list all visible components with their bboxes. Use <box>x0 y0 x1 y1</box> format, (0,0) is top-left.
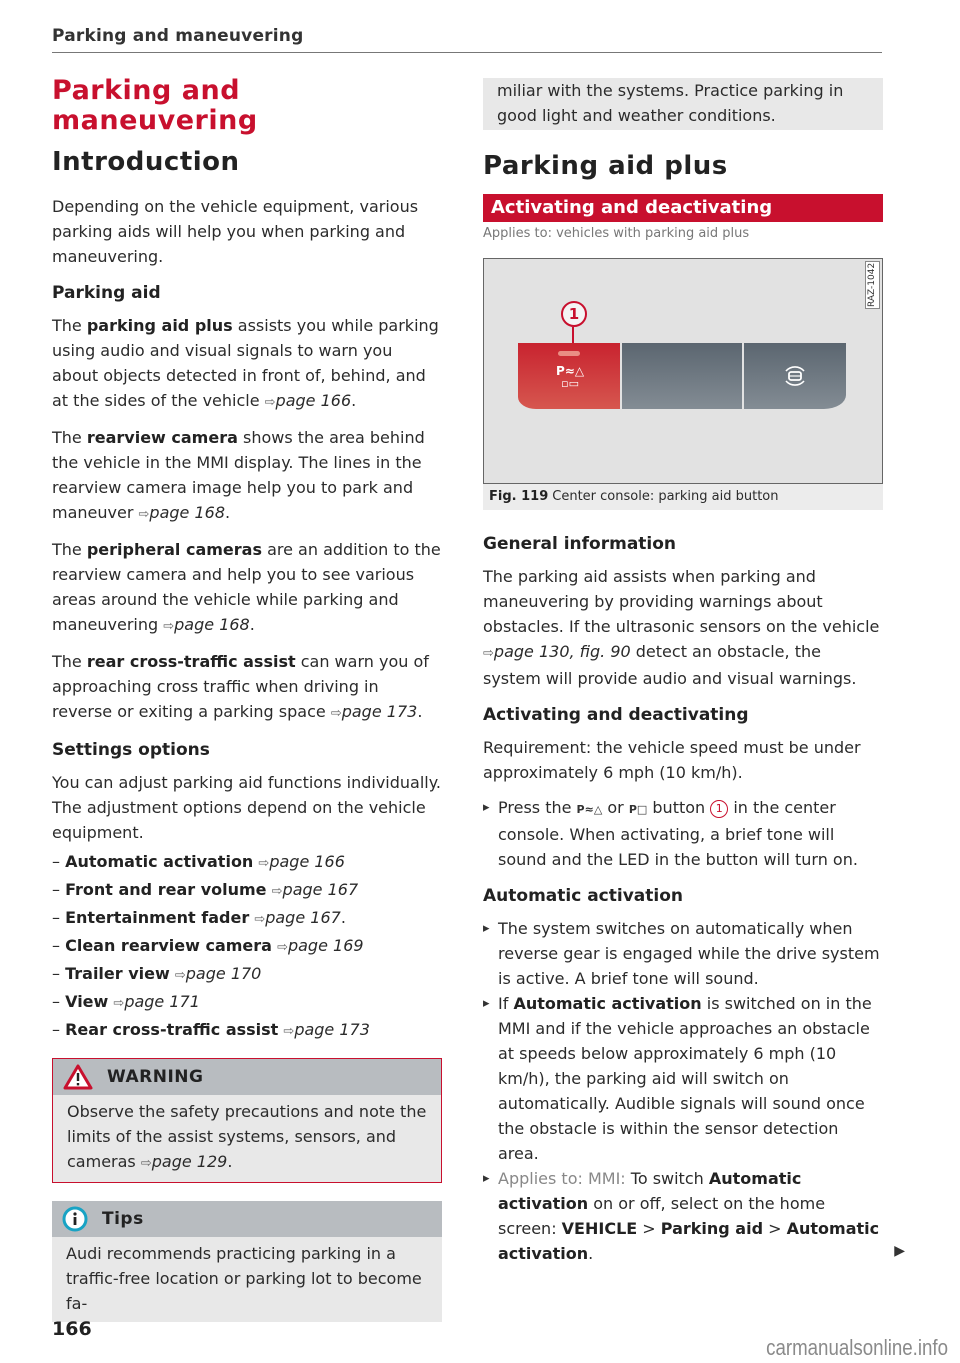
right-column <box>483 78 905 1276</box>
figure-caption: Fig. 119 Center console: parking aid button <box>483 484 883 510</box>
settings-list-item: – Trailer view ⇨page 170 <box>52 964 262 983</box>
parking-aid-button[interactable] <box>518 343 620 409</box>
warning-text: Observe the safety precautions and note the limits of the assist systems, sensors, and cameras ⇨page 129. <box>53 1095 441 1182</box>
settings-list-item: – Clean rearview camera ⇨page 169 <box>52 936 364 955</box>
intro-paragraph: Depending on the vehicle equipment, various parking aids will help you when parking and maneuvering. <box>52 197 419 266</box>
tips-header <box>52 1201 442 1237</box>
arrow-icon: ⇨ <box>264 395 276 410</box>
warning-box <box>52 1058 442 1183</box>
page-link[interactable]: page 167 <box>282 880 359 899</box>
running-head: Parking and maneuvering <box>52 26 882 53</box>
arrow-icon: ⇨ <box>113 996 125 1011</box>
arrow-icon: ⇨ <box>254 912 266 927</box>
figure-center-console <box>483 258 883 484</box>
console-buttons <box>518 343 846 409</box>
console-blank-button[interactable] <box>622 343 742 409</box>
parking-aid-symbol-icon: P≈△ <box>576 803 603 816</box>
automatic-activation-heading: Automatic activation <box>483 886 683 906</box>
activating-heading: Activating and deactivating <box>483 705 749 725</box>
menu-path-parking-aid: Parking aid <box>660 1219 764 1238</box>
continue-arrow-icon: ▶ <box>894 1243 905 1259</box>
figure-code: RAZ-1042 <box>865 261 880 309</box>
park-assist-button[interactable] <box>744 343 846 409</box>
arrow-icon: ⇨ <box>140 1156 152 1171</box>
arrow-icon: ⇨ <box>483 646 494 661</box>
auto-item-switch-path: ▸ Applies to: MMI: To switch Automatic activation on or off, select on the home screen: VEHICLE > Parking aid > Automatic activation. <box>483 1166 883 1266</box>
menu-path-vehicle: VEHICLE <box>561 1219 638 1238</box>
warning-triangle-icon <box>63 1064 93 1090</box>
requirement-paragraph: Requirement: the vehicle speed must be under approximately 6 mph (10 km/h). <box>483 738 861 782</box>
page-link[interactable]: page 169 <box>287 936 364 955</box>
parking-aid-plus-paragraph: The parking aid plus assists you while parking using audio and visual signals to warn you about objects detected in front of, behind, and at the sides of the vehicle ⇨page 166. <box>52 316 439 410</box>
arrow-icon: ⇨ <box>277 940 288 955</box>
arrow-icon: ⇨ <box>138 507 150 522</box>
settings-list-item: – Rear cross-traffic assist ⇨page 173 <box>52 1020 370 1039</box>
menu-path-automatic-activation: Automatic activation <box>498 1219 880 1263</box>
settings-list-item: – View ⇨page 171 <box>52 992 200 1011</box>
page-link[interactable]: page 168 <box>174 615 250 634</box>
arrow-icon: ⇨ <box>174 968 186 983</box>
page-link[interactable]: page 171 <box>124 992 200 1011</box>
callout-1-inline: 1 <box>710 800 728 818</box>
parking-aid-icon: P≈△ ▫▭ <box>556 364 585 390</box>
tips-continued: miliar with the systems. Practice parking in good light and weather conditions. <box>483 78 883 130</box>
tips-box <box>52 1201 442 1322</box>
section-title-introduction: Introduction <box>52 147 240 177</box>
section-title-parking-aid-plus: Parking aid plus <box>483 151 728 181</box>
auto-item-mmi-obstacle: ▸ If Automatic activation is switched on in the MMI and if the vehicle approaches an obstacle at speeds below approximately 6 mph (10 km/h), the parking aid will switch on automatically. Audible signals will sound once the obstacle is within the sensor detection area. <box>483 991 883 1166</box>
callout-1: 1 <box>561 301 587 327</box>
activation-steps <box>483 795 883 872</box>
page-link[interactable]: page 168 <box>149 503 225 522</box>
arrow-icon: ⇨ <box>283 1024 295 1039</box>
chapter-title: Parking and maneuvering <box>52 75 258 136</box>
warning-title: WARNING <box>107 1066 204 1087</box>
arrow-icon: ⇨ <box>271 884 283 899</box>
page-link[interactable]: page 166 <box>269 852 345 871</box>
page-number: 166 <box>52 1318 92 1340</box>
settings-list-item: – Entertainment fader ⇨page 167. <box>52 908 346 927</box>
page-link[interactable]: page 130, fig. 90 <box>493 642 631 661</box>
arrow-icon: ⇨ <box>330 706 342 721</box>
settings-list-item: – Front and rear volume ⇨page 167 <box>52 880 359 899</box>
page-link[interactable]: page 129 <box>151 1152 228 1171</box>
settings-list-item: – Automatic activation ⇨page 166 <box>52 852 345 871</box>
settings-options-heading: Settings options <box>52 740 210 760</box>
camera-symbol-icon: P□ <box>628 803 648 816</box>
page-link[interactable]: page 173 <box>294 1020 370 1039</box>
settings-paragraph: You can adjust parking aid functions individually. The adjustment options depend on the vehicle equipment. <box>52 773 442 842</box>
page-link[interactable]: page 167 <box>265 908 341 927</box>
led-indicator <box>558 351 580 356</box>
tips-text: Audi recommends practicing parking in a traffic-free location or parking lot to become fa- <box>52 1237 442 1322</box>
general-information-paragraph: The parking aid assists when parking and maneuvering by providing warnings about obstacles. If the ultrasonic sensors on the vehicle ⇨page 130, fig. 90 detect an obstacle, the system will provide audio and visual warnings. <box>483 567 880 688</box>
parking-aid-heading: Parking aid <box>52 283 161 303</box>
watermark: carmanualsonline.info <box>766 1335 948 1360</box>
info-icon <box>62 1206 88 1232</box>
auto-item-reverse-gear: ▸ The system switches on automatically when reverse gear is engaged while the drive system is active. A brief tone will sound. <box>483 916 883 991</box>
page-link[interactable]: page 173 <box>341 702 418 721</box>
warning-header <box>53 1059 441 1095</box>
car-sensor-icon <box>782 363 808 389</box>
press-button-step: ▸ Press the P≈△ or P□ button 1 in the center console. When activating, a brief tone will sound and the LED in the button will turn on. <box>483 795 883 872</box>
tips-title: Tips <box>102 1208 144 1229</box>
left-column <box>52 76 442 1322</box>
automatic-activation-list <box>483 916 905 1266</box>
peripheral-cameras-paragraph: The peripheral cameras are an addition to the rearview camera and help you to see various areas around the vehicle while parking and maneuvering ⇨page 168. <box>52 540 441 634</box>
settings-list <box>52 849 442 1044</box>
rearview-camera-paragraph: The rearview camera shows the area behind the vehicle in the MMI display. The lines in the rearview camera image help you to park and maneuver ⇨page 168. <box>52 428 425 522</box>
topic-banner: Activating and deactivating <box>483 194 883 222</box>
rear-cross-traffic-paragraph: The rear cross-traffic assist can warn you of approaching cross traffic when driving in reverse or exiting a parking space ⇨page 173. <box>52 652 429 721</box>
page-link[interactable]: page 170 <box>185 964 262 983</box>
arrow-icon: ⇨ <box>258 856 270 871</box>
general-information-heading: General information <box>483 534 677 554</box>
applies-to: Applies to: vehicles with parking aid plus <box>483 226 750 241</box>
arrow-icon: ⇨ <box>163 619 175 634</box>
page-link[interactable]: page 166 <box>275 391 352 410</box>
